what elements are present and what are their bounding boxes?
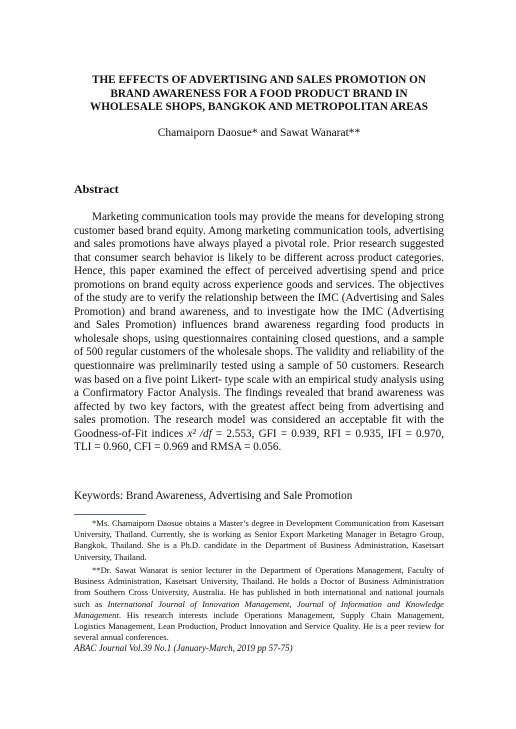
footnote-2-text-end: . His research interests include Operations Management, Supply Chain Management, Logistics Management, Lean Production, Product Innovation and Service Quality. He is a peer review for several annual conferences. (74, 609, 444, 643)
fit-formula: x² /df (187, 427, 212, 440)
authors: Chamaiporn Daosue* and Sawat Wanarat** (157, 127, 361, 139)
footnote-2-journals: International Journal of Innovation Management, Journal of Information and Knowledge Management (74, 598, 444, 620)
title-line-3: WHOLESALE SHOPS, BANGKOK AND METROPOLITAN AREAS (90, 101, 428, 113)
keywords: Keywords: Brand Awareness, Advertising and Sale Promotion (74, 490, 353, 502)
fit-values: = 2.553, GFI = 0.939, RFI = 0.935, IFI = 0.970, TLI = 0.960, CFI = 0.969 and RMSA = 0.056. (74, 427, 444, 454)
title-line-2: BRAND AWARENESS FOR A FOOD PRODUCT BRAND IN (110, 87, 408, 100)
footnote-divider (74, 514, 146, 515)
abstract-heading: Abstract (74, 182, 119, 196)
title-line-1: THE EFFECTS OF ADVERTISING AND SALES PROMOTION ON (92, 74, 426, 86)
abstract-body (74, 211, 444, 455)
paper-title (74, 74, 444, 115)
abstract-text: Marketing communication tools may provide the means for developing strong customer based brand equity. Among marketing communication tools, advertising and sales promotions have always played a pivotal role. Prior research suggested that consumer search behavior is likely to be different across product categories. Hence, this paper examined the effect of perceived advertising spend and price promotions on brand equity across experience goods and services. The objectives of the study are to verify the relationship between the IMC (Advertising and Sales Promotion) and brand awareness, and to investigate how the IMC (Advertising and Sales Promotion) influences brand awareness regarding food products in wholesale shops, using questionnaires containing closed questions, and a sample of 500 regular customers of the wholesale shops. The validity and reliability of the questionnaire was preliminarily tested using a sample of 50 customers. Research was based on a five point Likert- type scale with an empirical study analysis using a Confirmatory Factor Analysis. The findings revealed that brand awareness was affected by two key factors, with the greatest affect being from advertising and sales promotion. The research model was considered an acceptable fit with the Goodness-of-Fit indices (74, 211, 444, 440)
footnote-author-1 (74, 518, 444, 563)
journal-citation: ABAC Journal Vol.39 No.1 (January-March, 2019 pp 57-75) (74, 643, 293, 653)
footnote-1-text: *Ms. Chamaiporn Daosue obtains a Master’s degree in Development Communication from Kasetsart University, Thailand. Currently, she is working as Senior Export Marketing Manager in Betagro Group, Bangkok, Thailand. She is a Ph.D. candidate in the Department of Business Administration, Kasetsart University, Thailand. (74, 518, 444, 562)
footnote-author-2 (74, 565, 444, 643)
footnote-2-text: **Dr. Sawat Wanarat is senior lecturer in the Department of Operations Management, Faculty of Business Administration, Kasetsart University, Thailand. He holds a Doctor of Business Administration from Southern Cross University, Australia. He has published in both international and national journals such as (74, 565, 444, 609)
